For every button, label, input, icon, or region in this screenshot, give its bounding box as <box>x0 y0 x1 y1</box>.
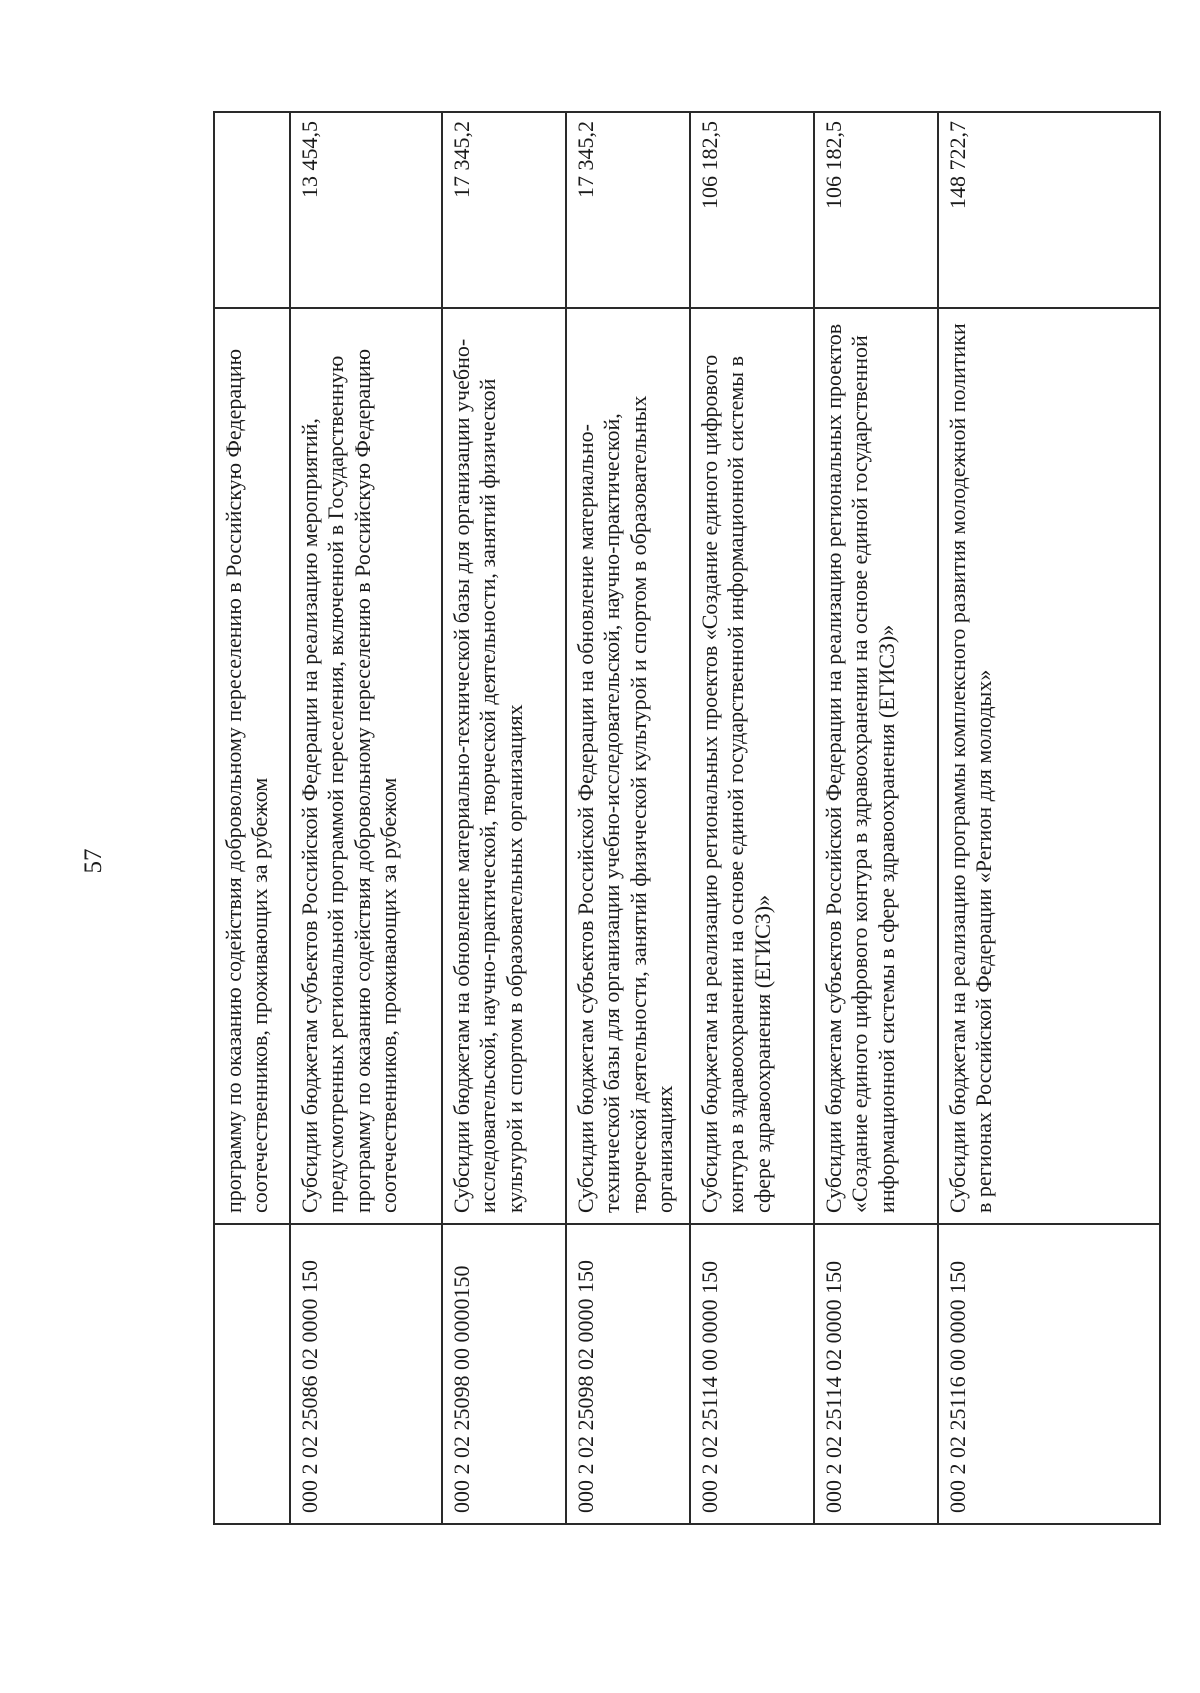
table-row <box>442 112 566 1524</box>
description-cell: программу по оказанию содействия добровольному переселению в Российскую Федерацию соотечественников, проживающих за рубежом <box>214 308 290 1224</box>
code-cell <box>214 1224 290 1524</box>
description-cell: Субсидии бюджетам субъектов Российской Федерации на обновление материально-технической базы для организации учебно-исследовательской, научно-практической, творческой деятельности, занятий физической культурой и спортом в образовательных организациях <box>566 308 690 1224</box>
description-cell: Субсидии бюджетам субъектов Российской Федерации на реализацию мероприятий, предусмотренных региональной программой переселения, включенной в Государственную программу по оказанию содействия добровольному переселению в Российскую Федерацию соотечественников, проживающих за рубежом <box>290 308 442 1224</box>
code-cell: 000 2 02 25116 00 0000 150 <box>938 1224 1160 1524</box>
description-cell: Субсидии бюджетам субъектов Российской Федерации на реализацию региональных проектов «Создание единого цифрового контура в здравоохранении на основе единой государственной информационной системы в сфере здравоохранения (ЕГИСЗ)» <box>814 308 938 1224</box>
description-cell: Субсидии бюджетам на обновление материально-технической базы для организации учебно-исследовательской, научно-практической, творческой деятельности, занятий физической культурой и спортом в образовательных организациях <box>442 308 566 1224</box>
table-row <box>290 112 442 1524</box>
code-cell: 000 2 02 25098 00 0000150 <box>442 1224 566 1524</box>
amount-cell: 13 454,5 <box>290 112 442 308</box>
description-cell: Субсидии бюджетам на реализацию региональных проектов «Создание единого цифрового контура в здравоохранении на основе единой государственной информационной системы в сфере здравоохранения (ЕГИСЗ)» <box>690 308 814 1224</box>
table-row <box>814 112 938 1524</box>
amount-cell <box>214 112 290 308</box>
budget-table <box>213 111 1161 1525</box>
code-cell: 000 2 02 25086 02 0000 150 <box>290 1224 442 1524</box>
table-row <box>566 112 690 1524</box>
amount-cell: 17 345,2 <box>566 112 690 308</box>
amount-cell: 106 182,5 <box>814 112 938 308</box>
code-cell: 000 2 02 25098 02 0000 150 <box>566 1224 690 1524</box>
table-row <box>690 112 814 1524</box>
description-cell: Субсидии бюджетам на реализацию программы комплексного развития молодежной политики в регионах Российской Федерации «Регион для молодых» <box>938 308 1160 1224</box>
code-cell: 000 2 02 25114 02 0000 150 <box>814 1224 938 1524</box>
amount-cell: 148 722,7 <box>938 112 1160 308</box>
page-number: 57 <box>80 848 107 874</box>
table-row <box>938 112 1160 1524</box>
amount-cell: 17 345,2 <box>442 112 566 308</box>
budget-table-wrapper <box>213 113 1159 1525</box>
amount-cell: 106 182,5 <box>690 112 814 308</box>
code-cell: 000 2 02 25114 00 0000 150 <box>690 1224 814 1524</box>
table-row <box>214 112 290 1524</box>
